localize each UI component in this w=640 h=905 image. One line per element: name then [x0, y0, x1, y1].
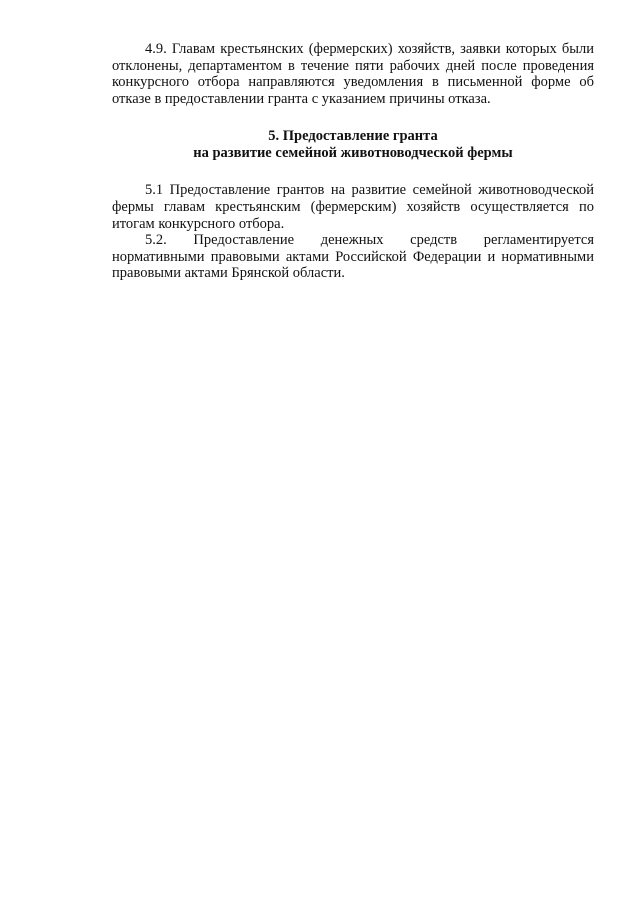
paragraph-5-2-word: средств	[410, 232, 458, 249]
paragraph-5-2-word: 5.2.	[145, 232, 167, 249]
paragraph-5-2-word: регламентируется	[483, 232, 594, 249]
paragraph-5-2-first-line	[112, 232, 594, 249]
paragraph-5-2-rest: нормативными правовыми актами Российской Федерации и нормативными правовыми актами Брянской области.	[112, 248, 594, 282]
paragraph-5-1: 5.1 Предоставление грантов на развитие семейной животноводческой фермы главам крестьянским (фермерским) хозяйств осуществляется по итогам конкурсного отбора.	[112, 182, 594, 232]
paragraph-5-2-word: денежных	[320, 232, 384, 249]
section-5-subtitle: на развитие семейной животноводческой фермы	[193, 145, 513, 162]
paragraph-4-9: 4.9. Главам крестьянских (фермерских) хозяйств, заявки которых были отклонены, департаментом в течение пяти рабочих дней после проведения конкурсного отбора направляются уведомления в письменной форме об отказе в предоставлении гранта с указанием причины отказа.	[112, 41, 594, 107]
section-5-title: 5. Предоставление гранта	[268, 128, 438, 145]
paragraph-5-2-word: Предоставление	[193, 232, 295, 249]
section-5-heading	[112, 128, 594, 162]
document-page	[112, 41, 594, 282]
